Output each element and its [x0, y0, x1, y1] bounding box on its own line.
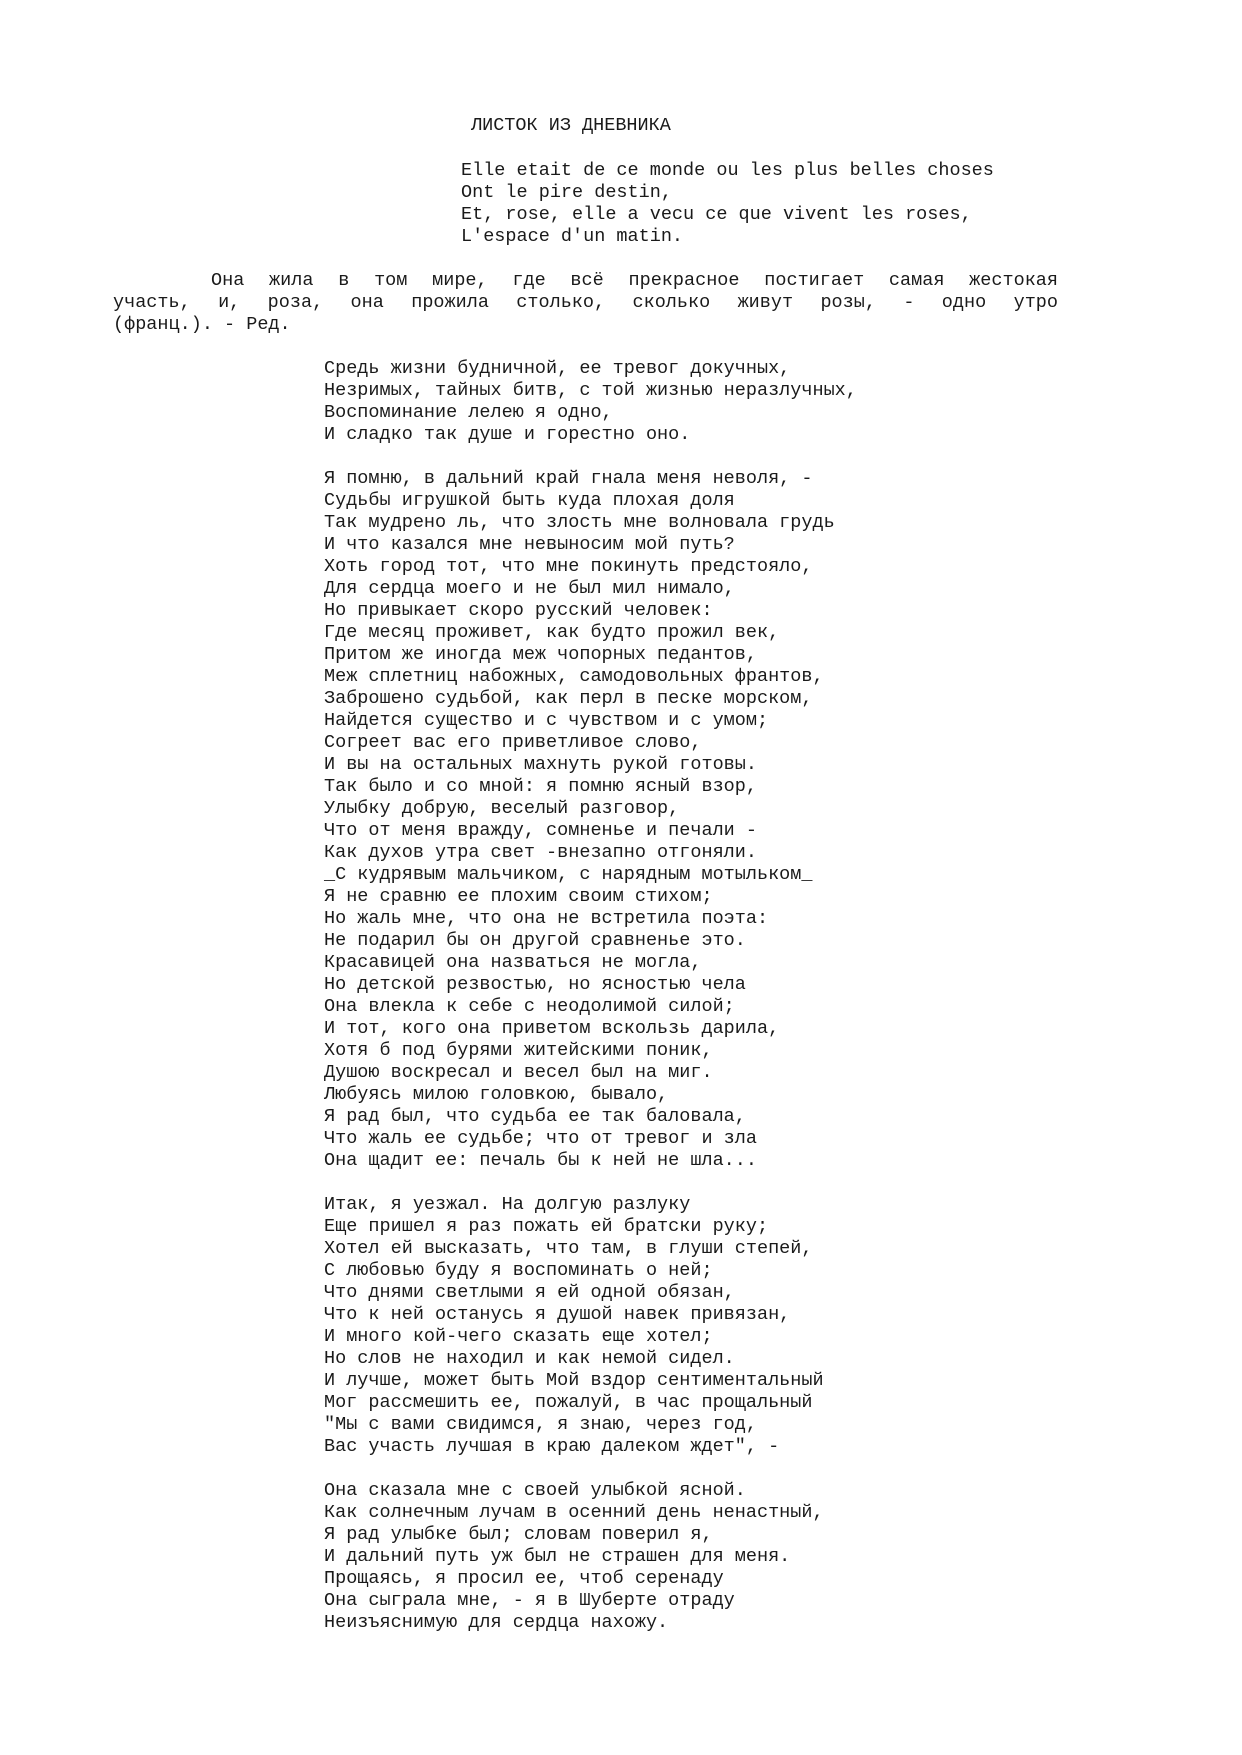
poem-line: Найдется существо и с чувством и с умом;: [324, 710, 769, 731]
poem-line: Она влекла к себе с неодолимой силой;: [324, 996, 735, 1017]
poem-line: И дальний путь уж был не страшен для меня.: [324, 1546, 791, 1567]
poem-line: Но слов не находил и как немой сидел.: [324, 1348, 735, 1369]
poem-line: Притом же иногда меж чопорных педантов,: [324, 644, 757, 665]
poem-line: Мог рассмешить ее, пожалуй, в час прощальный: [324, 1392, 813, 1413]
poem-line: Я рад улыбке был; словам поверил я,: [324, 1524, 713, 1545]
poem-line: Что от меня вражду, сомненье и печали -: [324, 820, 757, 841]
stanza: [324, 1480, 824, 1634]
poem-line: Но жаль мне, что она не встретила поэта:: [324, 908, 769, 929]
poem-line: Не подарил бы он другой сравненье это.: [324, 930, 746, 951]
stanza: [324, 1194, 824, 1458]
poem-line: И что казался мне невыносим мой путь?: [324, 534, 735, 555]
poem-line: Хоть город тот, что мне покинуть предстояло,: [324, 556, 813, 577]
poem-line: Неизъяснимую для сердца нахожу.: [324, 1612, 669, 1633]
poem-line: Так мудрено ль, что злость мне волновала грудь: [324, 512, 835, 533]
epigraph-line: L'espace d'un matin.: [461, 226, 684, 247]
poem-line: Воспоминание лелею я одно,: [324, 402, 613, 423]
poem-line: Я помню, в дальний край гнала меня неволя, -: [324, 468, 813, 489]
poem-line: Незримых, тайных битв, с той жизнью неразлучных,: [324, 380, 857, 401]
poem-line: Итак, я уезжал. На долгую разлуку: [324, 1194, 691, 1215]
poem-line: Что днями светлыми я ей одной обязан,: [324, 1282, 735, 1303]
poem-line: И сладко так душе и горестно оно.: [324, 424, 691, 445]
poem-line: С любовью буду я воспоминать о ней;: [324, 1260, 713, 1281]
poem-line: И лучше, может быть Мой вздор сентиментальный: [324, 1370, 824, 1391]
poem-line: Она щадит ее: печаль бы к ней не шла...: [324, 1150, 757, 1171]
poem-line: Что жаль ее судьбе; что от тревог и зла: [324, 1128, 757, 1149]
poem-line: Для сердца моего и не был мил нимало,: [324, 578, 735, 599]
poem-line: Но детской резвостью, но ясностью чела: [324, 974, 746, 995]
poem-line: Судьбы игрушкой быть куда плохая доля: [324, 490, 735, 511]
poem-line: Хотя б под бурями житейскими поник,: [324, 1040, 713, 1061]
poem-line: Но привыкает скоро русский человек:: [324, 600, 713, 621]
poem-line: Душою воскресал и весел был на миг.: [324, 1062, 713, 1083]
stanza: [324, 468, 835, 1172]
poem-line: Что к ней останусь я душой навек привязан,: [324, 1304, 791, 1325]
poem-line: Улыбку добрую, веселый разговор,: [324, 798, 680, 819]
epigraph-translation: [113, 270, 1058, 336]
poem-line: И тот, кого она приветом вскользь дарила,: [324, 1018, 780, 1039]
translation-line: участь, и, роза, она прожила столько, сколько живут розы, - одно утро: [113, 292, 1058, 313]
poem-line: Красавицей она назваться не могла,: [324, 952, 702, 973]
epigraph-line: Et, rose, elle a vecu ce que vivent les roses,: [461, 204, 972, 225]
epigraph-line: Elle etait de ce monde ou les plus belles choses: [461, 160, 994, 181]
page-title: ЛИСТОК ИЗ ДНЕВНИКА: [471, 115, 671, 136]
poem-line: Меж сплетниц набожных, самодовольных франтов,: [324, 666, 824, 687]
poem-line: Хотел ей высказать, что там, в глуши степей,: [324, 1238, 813, 1259]
poem-line: Я рад был, что судьба ее так баловала,: [324, 1106, 746, 1127]
translation-line: (франц.). - Ред.: [113, 314, 291, 335]
poem-line: Она сказала мне с своей улыбкой ясной.: [324, 1480, 746, 1501]
epigraph: [461, 160, 994, 248]
poem-line: Так было и со мной: я помню ясный взор,: [324, 776, 757, 797]
poem-line: Еще пришел я раз пожать ей братски руку;: [324, 1216, 769, 1237]
poem-line: И много кой-чего сказать еще хотел;: [324, 1326, 713, 1347]
poem-line: Как солнечным лучам в осенний день ненастный,: [324, 1502, 824, 1523]
stanza: [324, 358, 857, 446]
poem-line: _С кудрявым мальчиком, с нарядным мотыльком_: [324, 864, 813, 885]
poem-line: "Мы с вами свидимся, я знаю, через год,: [324, 1414, 757, 1435]
poem-line: Согреет вас его приветливое слово,: [324, 732, 702, 753]
poem-line: Вас участь лучшая в краю далеком ждет", -: [324, 1436, 780, 1457]
epigraph-line: Ont le pire destin,: [461, 182, 672, 203]
poem-line: Как духов утра свет -внезапно отгоняли.: [324, 842, 757, 863]
poem-line: Прощаясь, я просил ее, чтоб серенаду: [324, 1568, 724, 1589]
poem-line: Средь жизни будничной, ее тревог докучных,: [324, 358, 791, 379]
poem-line: Любуясь милою головкою, бывало,: [324, 1084, 669, 1105]
poem-line: Она сыграла мне, - я в Шуберте отраду: [324, 1590, 735, 1611]
translation-line: Она жила в том мире, где всё прекрасное постигает самая жестокая: [211, 270, 1058, 291]
poem-line: Заброшено судьбой, как перл в песке морском,: [324, 688, 813, 709]
poem-line: Я не сравню ее плохим своим стихом;: [324, 886, 713, 907]
poem-line: И вы на остальных махнуть рукой готовы.: [324, 754, 757, 775]
poem-line: Где месяц проживет, как будто прожил век,: [324, 622, 780, 643]
